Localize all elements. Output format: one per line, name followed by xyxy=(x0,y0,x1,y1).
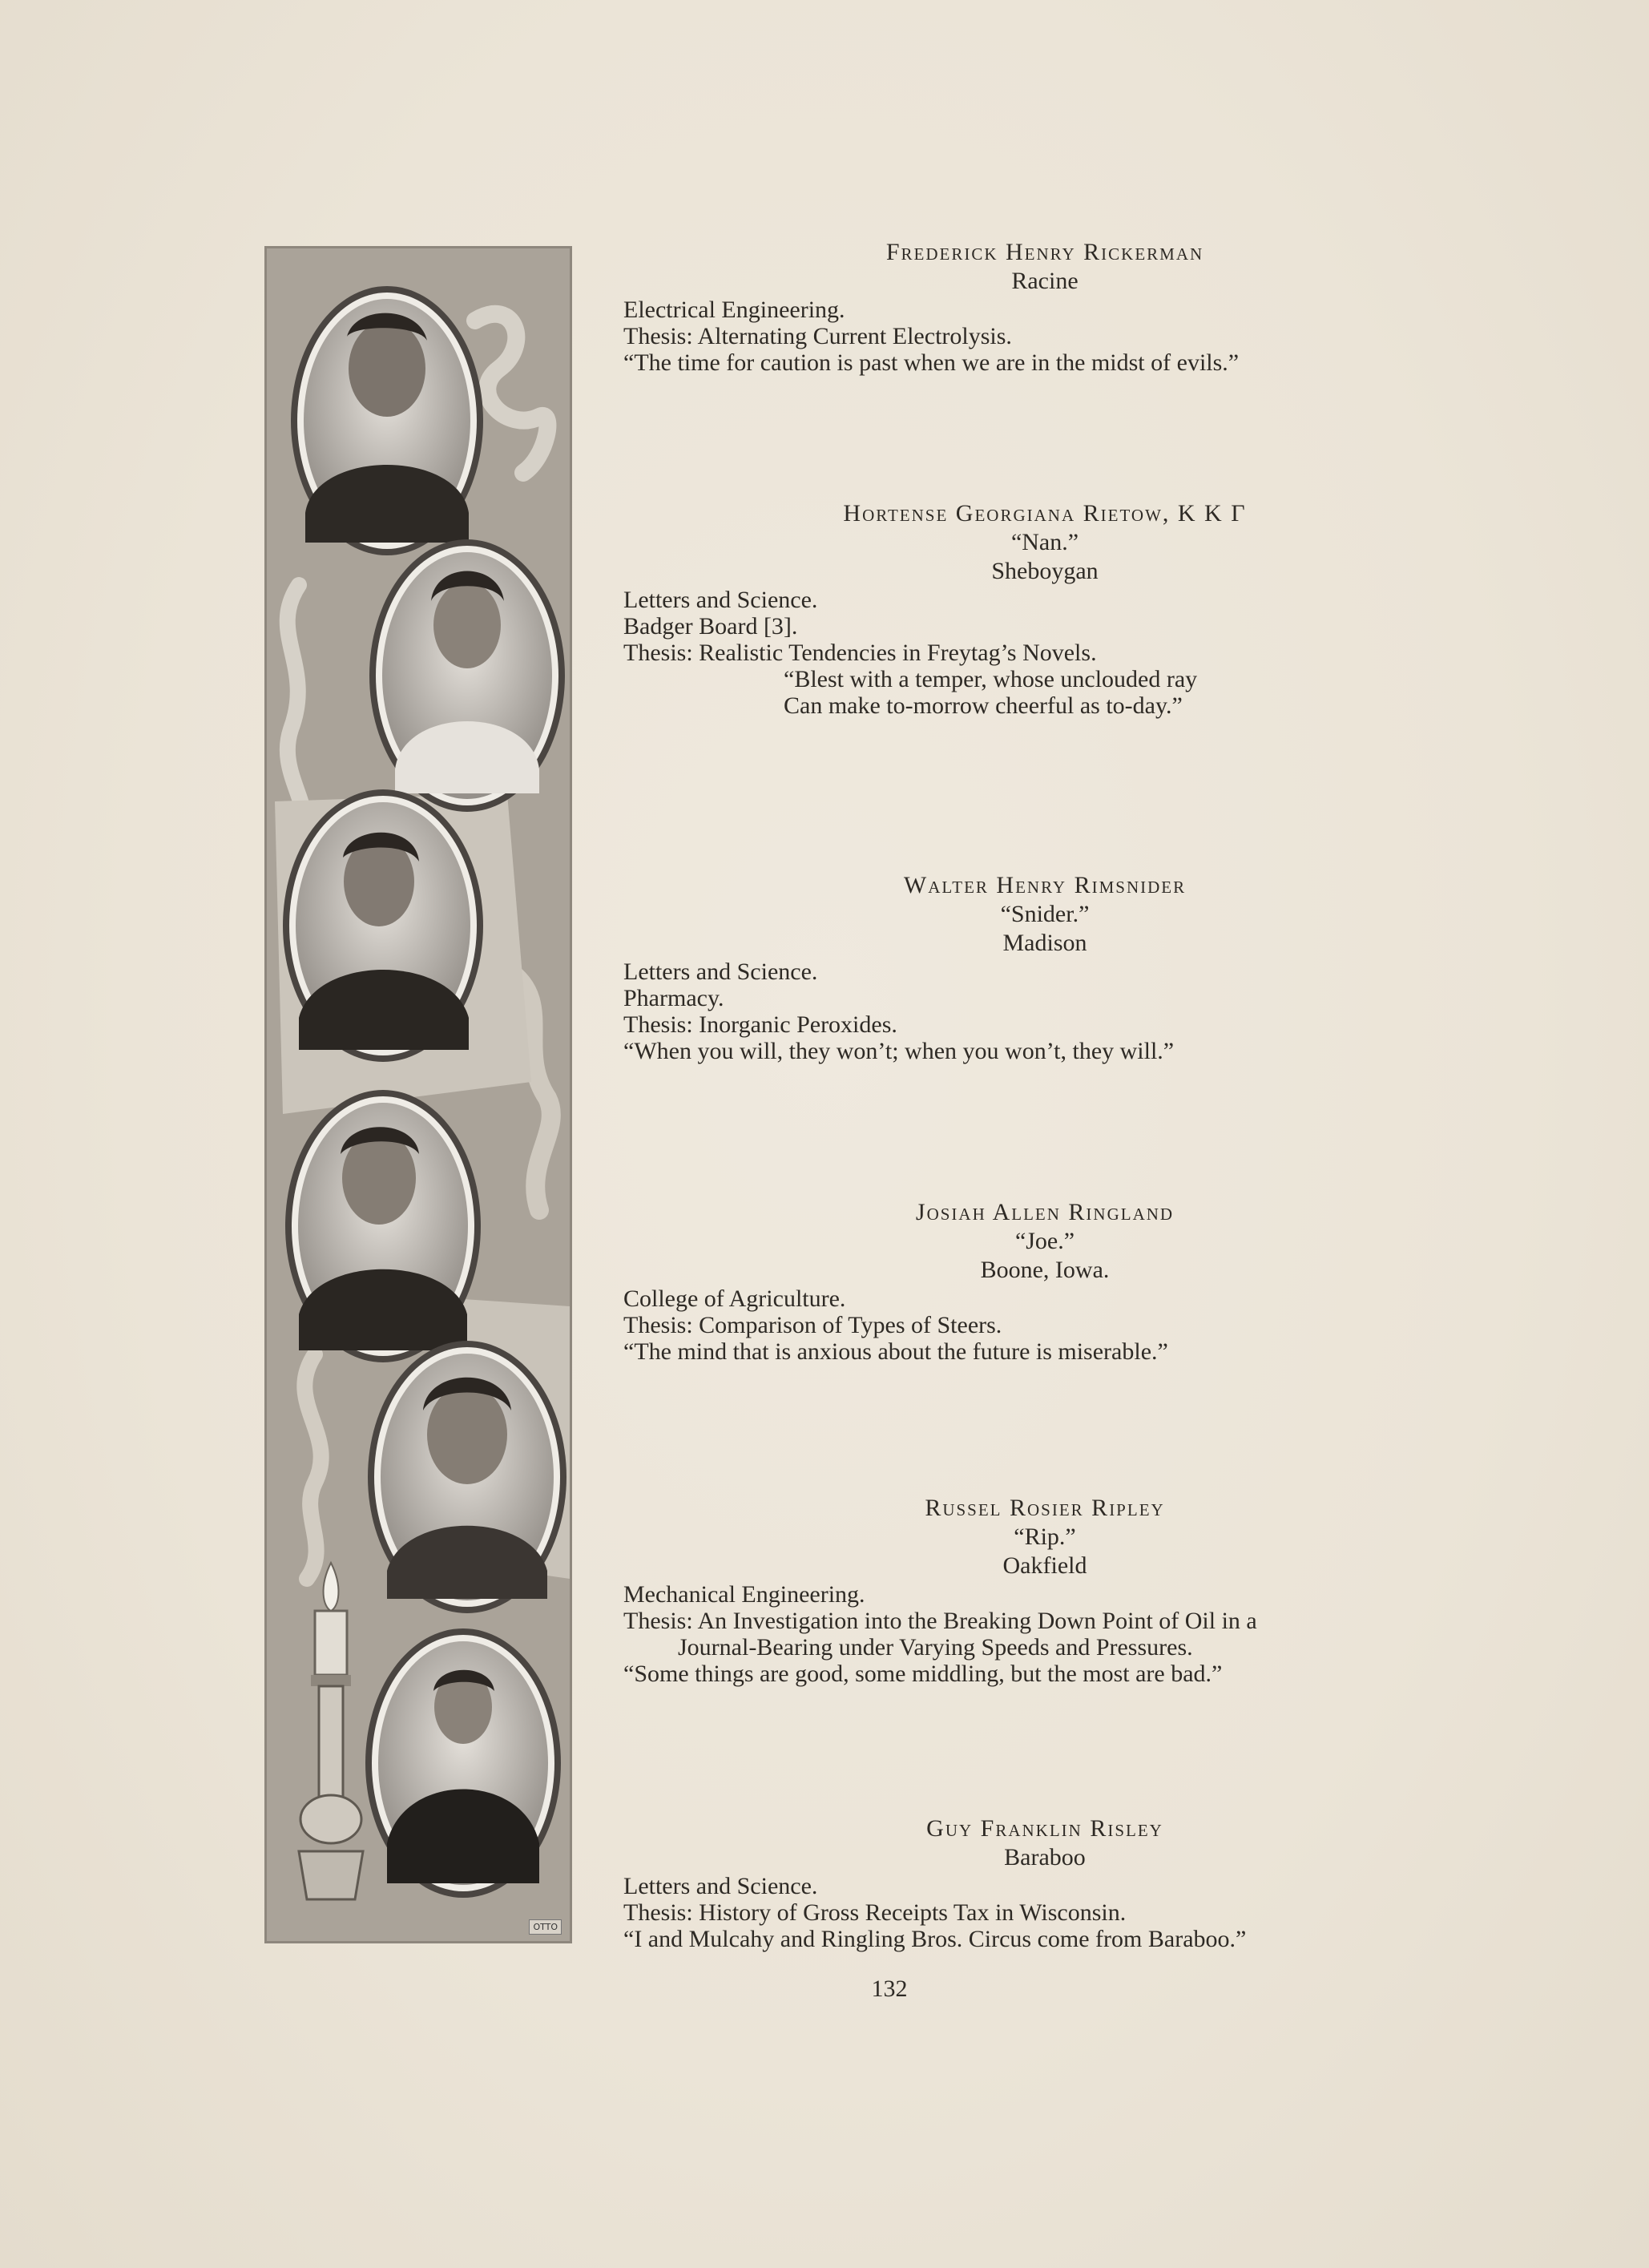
entry-quote-line: “Blest with a temper, whose unclouded ray xyxy=(784,666,1198,692)
portrait-panel-art xyxy=(267,248,570,1941)
entry-rimsnider xyxy=(623,872,1489,1064)
entry-line: Thesis: Alternating Current Electrolysis. xyxy=(623,323,1012,349)
entry-quote: “Some things are good, some middling, but the most are bad.” xyxy=(623,1661,1223,1687)
entry-hometown: Baraboo xyxy=(1004,1844,1086,1870)
entry-hometown: Madison xyxy=(1002,930,1087,956)
entry-line: Thesis: Inorganic Peroxides. xyxy=(623,1011,897,1038)
entry-line: “I and Mulcahy and Ringling Bros. Circus come from Baraboo.” xyxy=(623,1926,1247,1952)
entry-line: Thesis: History of Gross Receipts Tax in Wisconsin. xyxy=(623,1899,1127,1926)
entry-line: Badger Board [3]. xyxy=(623,613,798,640)
portrait-ringland xyxy=(285,1090,481,1362)
entry-ringland xyxy=(623,1199,1489,1365)
entry-name: Walter Henry Rimsnider xyxy=(903,872,1187,898)
entry-line: Electrical Engineering. xyxy=(623,297,845,323)
entry-nickname: “Nan.” xyxy=(1010,529,1079,555)
entry-name: Josiah Allen Ringland xyxy=(915,1199,1175,1225)
entry-line: Letters and Science. xyxy=(623,958,818,985)
entry-hometown: Boone, Iowa. xyxy=(980,1257,1110,1283)
entry-line: Thesis: Realistic Tendencies in Freytag’s Novels. xyxy=(623,640,1097,666)
entry-line: “The mind that is anxious about the future is miserable.” xyxy=(623,1338,1168,1365)
entry-ripley xyxy=(623,1495,1489,1687)
entry-name: Hortense Georgiana Rietow, K K Γ xyxy=(843,500,1247,527)
entry-line: “The time for caution is past when we are in the midst of evils.” xyxy=(623,349,1240,376)
entry-rietow xyxy=(623,500,1489,719)
portrait-rimsnider xyxy=(283,789,483,1062)
entry-name: Frederick Henry Rickerman xyxy=(885,239,1204,265)
entry-hometown: Racine xyxy=(1011,268,1079,294)
entry-line: Letters and Science. xyxy=(623,1873,818,1899)
entry-hometown: Sheboygan xyxy=(991,558,1099,584)
entry-nickname: “Joe.” xyxy=(1014,1228,1075,1254)
entry-line-continuation: Journal-Bearing under Varying Speeds and Pressures. xyxy=(678,1634,1193,1661)
entry-hometown: Oakfield xyxy=(1002,1552,1087,1579)
entry-line: Pharmacy. xyxy=(623,985,724,1011)
entry-name: Russel Rosier Ripley xyxy=(925,1495,1165,1521)
page-number: 132 xyxy=(871,1975,908,2002)
entry-nickname: “Rip.” xyxy=(1014,1523,1076,1550)
entry-line: College of Agriculture. xyxy=(623,1285,846,1312)
entry-quote-line: Can make to-morrow cheerful as to-day.” xyxy=(784,692,1183,719)
entry-nickname: “Snider.” xyxy=(1000,901,1090,927)
entry-name: Guy Franklin Risley xyxy=(926,1815,1163,1842)
portrait-rietow xyxy=(369,539,565,812)
portrait-ripley xyxy=(368,1341,566,1613)
entry-line: Letters and Science. xyxy=(623,587,818,613)
artist-signature: OTTO xyxy=(529,1919,562,1935)
entry-line: “When you will, they won’t; when you won’t, they will.” xyxy=(623,1038,1175,1064)
entry-line: Thesis: Comparison of Types of Steers. xyxy=(623,1312,1002,1338)
entry-line: Mechanical Engineering. xyxy=(623,1581,865,1608)
entry-risley xyxy=(623,1815,1489,1952)
entry-rickerman xyxy=(623,239,1489,376)
portrait-rickerman xyxy=(291,286,483,555)
portrait-panel xyxy=(264,246,572,1943)
entry-line: Thesis: An Investigation into the Breaking Down Point of Oil in a xyxy=(623,1608,1257,1634)
portrait-risley xyxy=(365,1628,561,1898)
